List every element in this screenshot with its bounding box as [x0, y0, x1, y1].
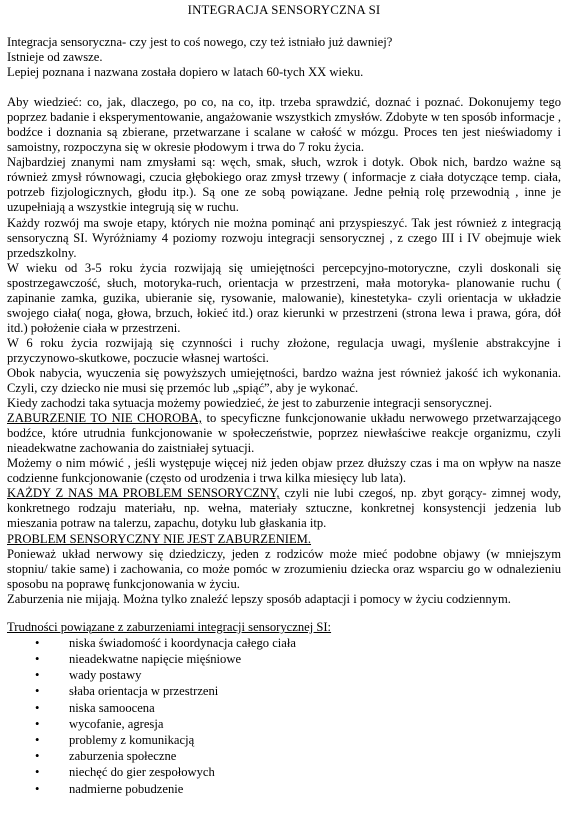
bullet-icon: •	[35, 635, 40, 650]
heading-everyone-problem: KAŻDY Z NAS MA PROBLEM SENSORYCZNY,	[7, 486, 280, 501]
paragraph-disorders-persist: Zaburzenia nie mijają. Można tylko znaleźć lepszy sposób adaptacji i pomocy w życiu codziennym.	[7, 591, 511, 606]
paragraph-senses-process: Aby wiedzieć: co, jak, dlaczego, po co, na co, itp. trzeba sprawdzić, doznać i poznać. Dokonujemy tego poprzez badanie i eksperymentowanie, angażowanie wszystkich zmysłów. Zdobyte w ten sposób informacje , bodźce i doznania są zbierane, przetwarzane i scalane w całość w mózgu. Proces ten jest nieświadomy i samoistny, rozpoczyna się w okresie płodowym i trwa do 7 roku życia.	[7, 95, 561, 155]
intro-line-history: Lepiej poznana i nazwana została dopiero w latach 60-tych XX wieku.	[7, 65, 364, 80]
bullet-icon: •	[35, 684, 40, 699]
bullet-icon: •	[35, 668, 40, 683]
list-item: • słaba orientacja w przestrzeni	[35, 684, 219, 699]
text-not-illness: to specyficzne funkcjonowanie układu nerwowego przetwarzającego bodźce, które utrudnia funkcjonowanie w społeczeństwie, poprzez niewłaściwe reakcje organizmu, czyli nieadekwatne zachowania do zaistniałej sytuacji.	[7, 411, 561, 456]
paragraph-age-3-5: W wieku od 3-5 roku życia rozwijają się umiejętności percepcyjno-motoryczne, czyli doskonali się spostrzegawczość, słuch, motoryka-ruch, orientacja w przestrzeni, mała motoryka- planowanie ruchu ( zapinanie zamka, guzika, ubieranie się, rysowanie, malowanie), kinestetyka- czyli orientacja w układzie swojego ciała( noga, głowa, brzuch, łokieć itd.) oraz kierunki w przestrzeni (strona lewa i prawa, góra, dół itd.) położenie ciała w przestrzeni.	[7, 260, 561, 335]
bullet-icon: •	[35, 781, 40, 796]
list-item: • nieadekwatne napięcie mięśniowe	[35, 651, 242, 666]
paragraph-everyone-problem	[7, 486, 561, 531]
list-heading-text: Trudności powiązane z zaburzeniami integracji sensorycznej SI:	[7, 619, 332, 634]
paragraph-heredity: Ponieważ układ nerwowy się dziedziczy, jeden z rodziców może mieć podobne objawy (w mniejszym stopniu/ takie same) i zachowania, co może pomóc w zrozumieniu dziecka oraz wsparciu go w odnalezieniu sposobu na poprawę funkcjonowania w życiu.	[7, 546, 561, 591]
spacer	[7, 607, 561, 620]
spacer	[7, 80, 561, 95]
list-item: • zaburzenia społeczne	[35, 749, 177, 764]
list-item: • niechęć do gier zespołowych	[35, 765, 215, 780]
list-item: • problemy z komunikacją	[35, 733, 195, 747]
heading-not-illness: ZABURZENIE TO NIE CHOROBA,	[7, 411, 202, 426]
paragraph-problem-heading	[7, 532, 561, 547]
list-item: • wady postawy	[35, 668, 142, 683]
list-item: • wycofanie, agresja	[35, 716, 164, 731]
bullet-icon: •	[35, 716, 40, 731]
paragraph-when-to-speak: Możemy o nim mówić , jeśli występuje więcej niż jeden objaw przez dłuższy czas i ma on wpływ na nasze codzienne funkcjonowanie (często od urodzenia i trwa kilka miesięcy lub lata).	[7, 456, 561, 486]
paragraph-not-illness	[7, 411, 561, 456]
difficulties-list	[7, 635, 561, 797]
paragraph-disorder-definition: Kiedy zachodzi taka sytuacja możemy powiedzieć, że jest to zaburzenie integracji sensorycznej.	[7, 396, 492, 411]
bullet-icon: •	[35, 700, 40, 715]
intro-line-answer: Istnieje od zawsze.	[7, 50, 103, 65]
text-everyone-problem: czyli nie lubi czegoś, np. zbyt gorący- zimnej wody, konkretnego rodzaju materiału, np. wełna, materiały sztuczne, konkretnej konsystencji jedzenia lub mieszania potraw na talerzu, zapachu, dotyku lub głaskania itp.	[7, 486, 562, 531]
heading-problem-not-disorder: PROBLEM SENSORYCZNY NIE JEST ZABURZENIEM.	[7, 531, 312, 546]
paragraph-development-stages: Każdy rozwój ma swoje etapy, których nie można pominąć ani przyspieszyć. Tak jest również z integracją sensoryczną SI. Wyróżniamy 4 poziomy rozwoju integracji sensorycznej , z czego III i IV obejmuje wiek przedszkolny.	[7, 215, 561, 260]
intro-line-question: Integracja sensoryczna- czy jest to coś nowego, czy też istniało już dawniej?	[7, 35, 393, 49]
list-item: • niska samoocena	[35, 700, 155, 715]
paragraph-quality: Obok nabycia, wyuczenia się powyższych umiejętności, bardzo ważna jest również jakość ich wykonania. Czyli, czy dziecko nie musi się przemóc lub „spiąć”, aby je wykonać.	[7, 365, 561, 396]
page-title: INTEGRACJA SENSORYCZNA SI	[187, 3, 381, 17]
list-heading	[7, 620, 561, 635]
bullet-icon: •	[35, 651, 40, 666]
bullet-icon: •	[35, 749, 40, 764]
list-item: • niska świadomość i koordynacja całego ciała	[35, 635, 296, 650]
paragraph-age-6: W 6 roku życia rozwijają się czynności i ruchy złożone, regulacja uwagi, myślenie abstrakcyjne i przyczynowo-skutkowe, poczucie własnej wartości.	[7, 335, 561, 365]
bullet-icon: •	[35, 733, 40, 747]
list-item: • nadmierne pobudzenie	[35, 781, 184, 796]
bullet-icon: •	[35, 765, 40, 780]
paragraph-known-senses: Najbardziej znanymi nam zmysłami są: węch, smak, słuch, wzrok i dotyk. Obok nich, bardzo ważne są również zmysł równowagi, czucia głębokiego oraz zmysł trzewy ( informacje z ciała dotyczące temp. ciała, potrzeb fizjologicznych, głodu itp.). Są one ze sobą powiązane. Jedne pełnią rolę przewodnią , inne je uzupełniają a wszystkie integrują się w ruchu.	[7, 155, 561, 215]
